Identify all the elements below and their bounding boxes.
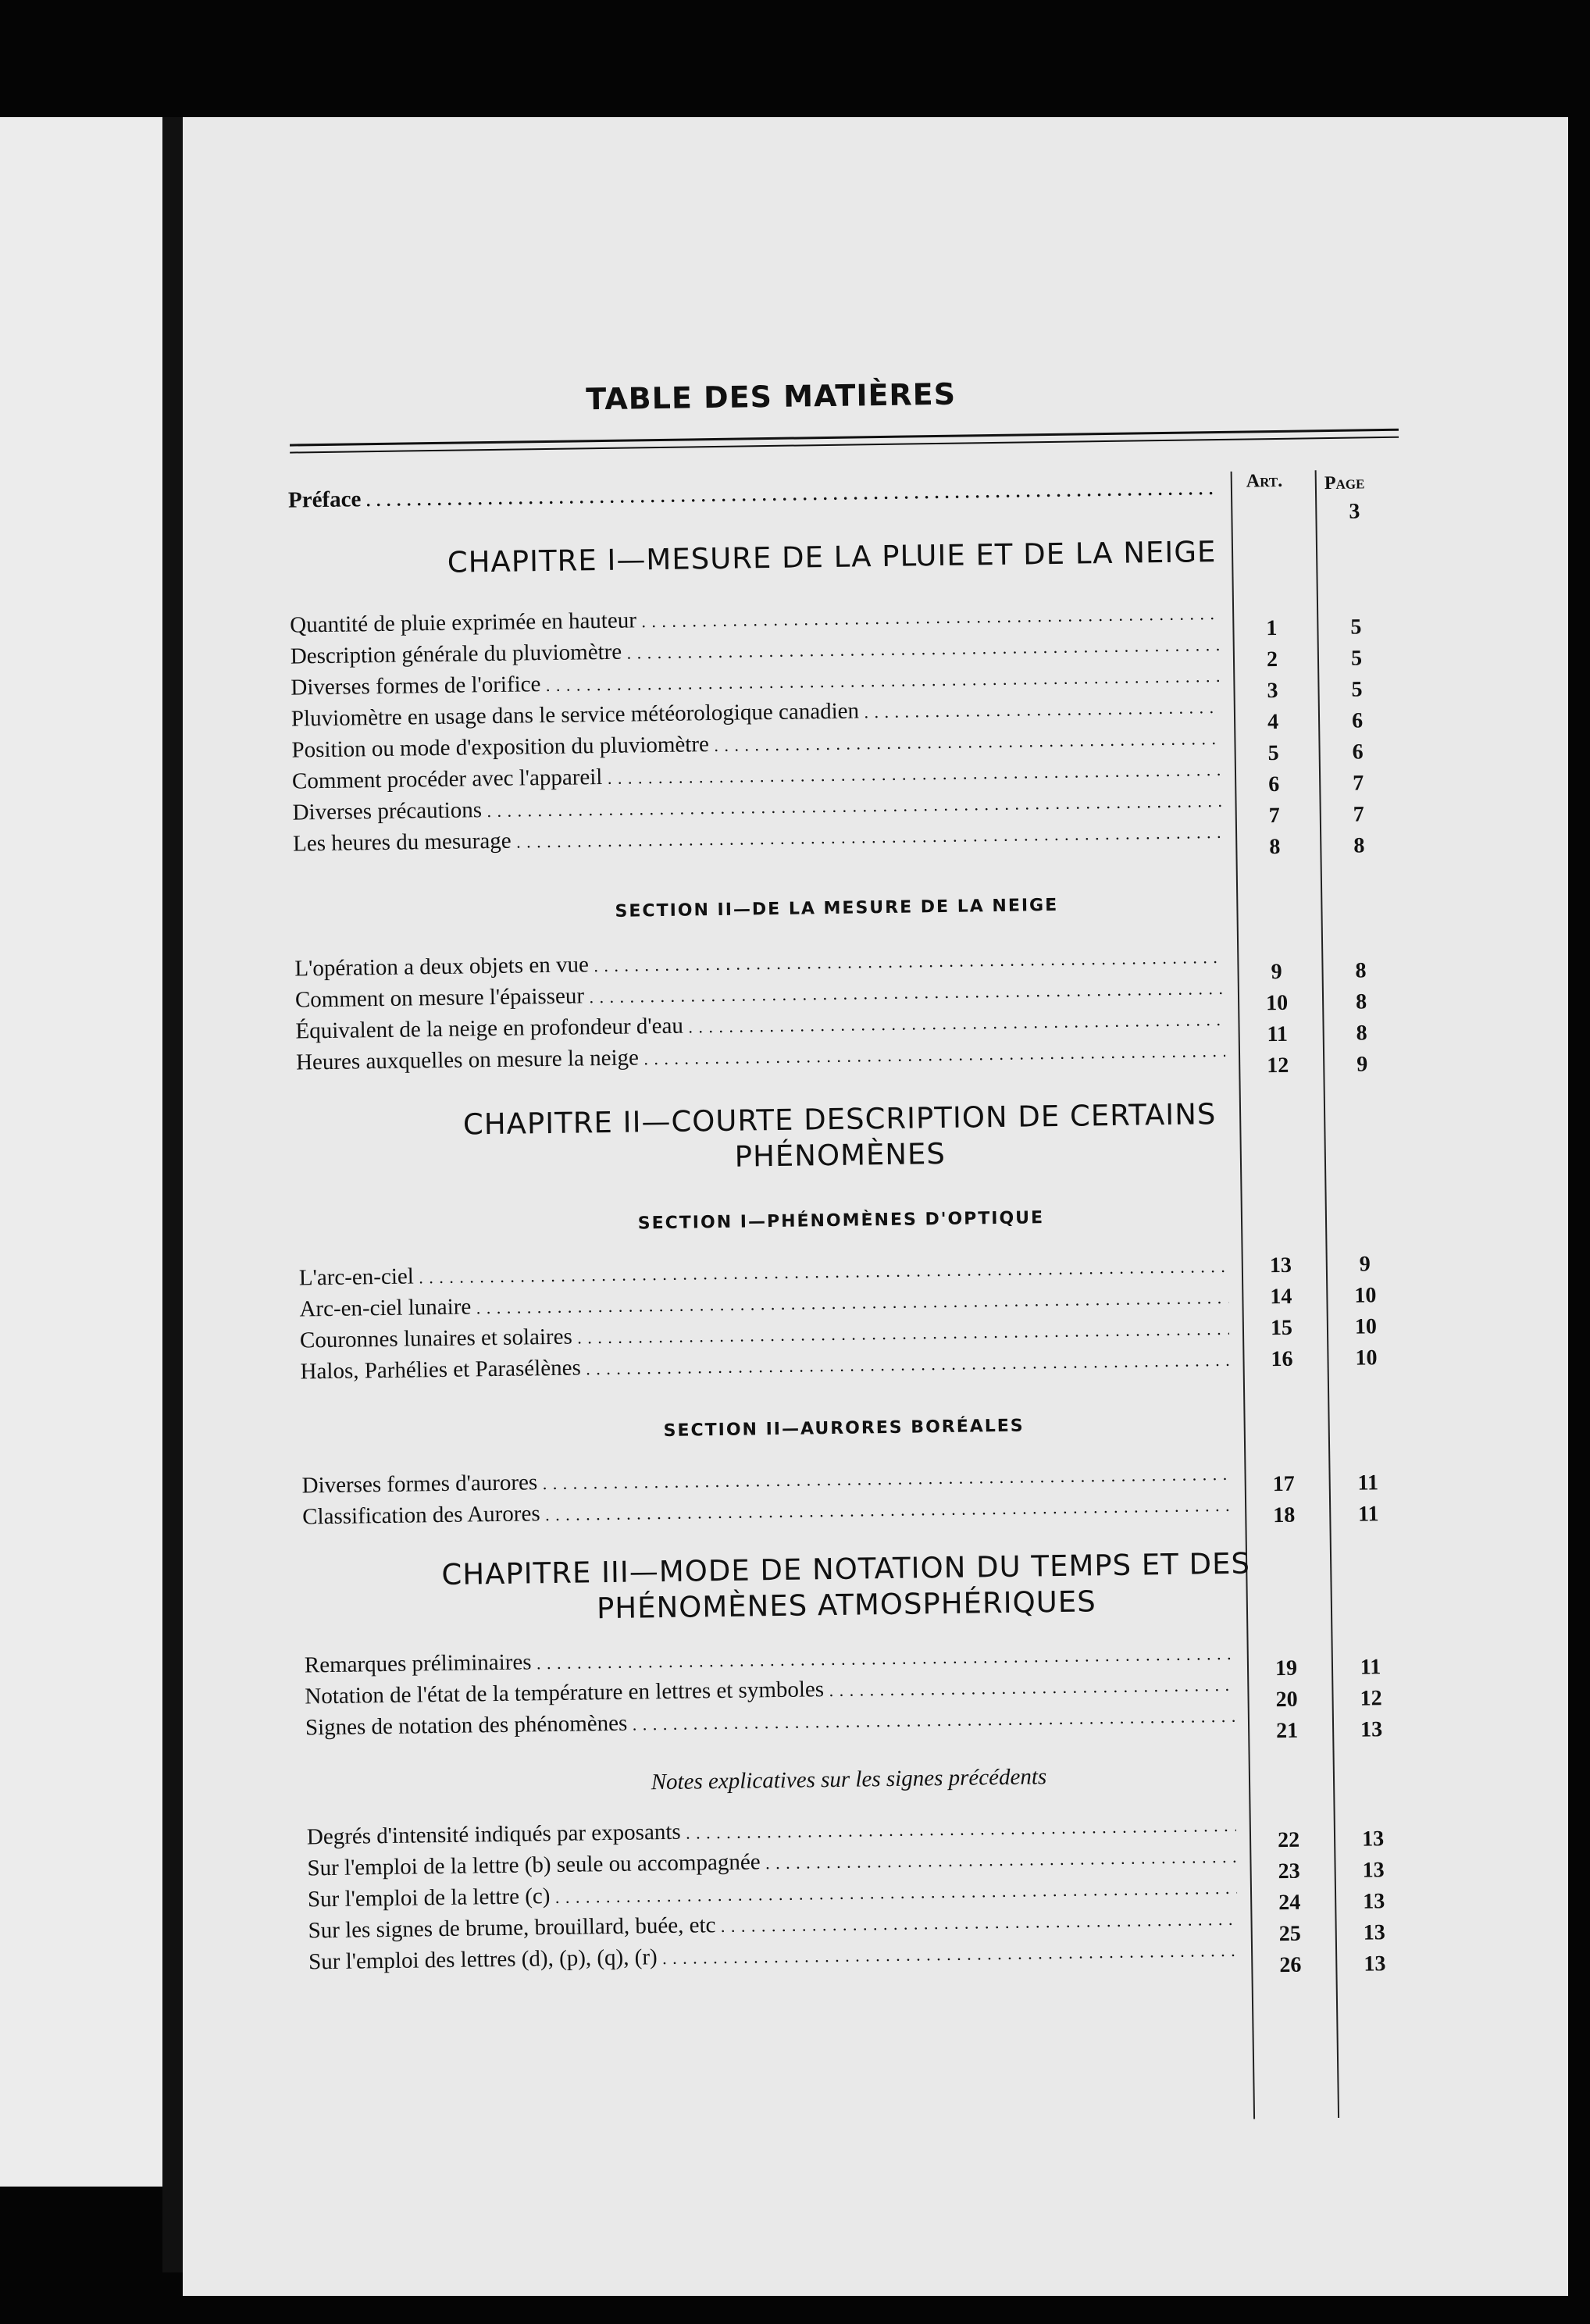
entry-art: 12 (1267, 1053, 1289, 1078)
entry-art: 18 (1273, 1502, 1296, 1528)
entry-art: 15 (1270, 1315, 1293, 1341)
chapter-3-title-line2: PHÉNOMÈNES ATMOSPHÉRIQUES (596, 1584, 1096, 1626)
entry-art: 25 (1278, 1921, 1301, 1947)
entry-page: 8 (1355, 958, 1367, 983)
entry-art: 26 (1279, 1952, 1302, 1978)
entry-page: 13 (1361, 1827, 1385, 1852)
entry-art: 11 (1267, 1021, 1289, 1047)
chapter-2-title (301, 1094, 1379, 1181)
entry-label: Équivalent de la neige en profondeur d'eau . . . (295, 1003, 1225, 1049)
entry-art: 17 (1272, 1471, 1295, 1497)
entry-label: Description générale du pluviomètre . . . (291, 628, 1220, 674)
chapter-2-title-line2: PHÉNOMÈNES (734, 1136, 947, 1174)
art-column-header: Art. (1246, 470, 1283, 492)
entry-label: Degrés d'intensité indiqués par exposants . . . (307, 1809, 1236, 1855)
title-rule-bottom (290, 437, 1399, 454)
entry-label: Comment on mesure l'épaisseur . . . (295, 971, 1225, 1018)
entry-art: 22 (1277, 1827, 1300, 1853)
entry-label: Heures auxquelles on mesure la neige . . . (296, 1034, 1225, 1080)
entry-page: 8 (1353, 833, 1365, 858)
entry-page: 11 (1357, 1502, 1379, 1527)
entry-page: 13 (1360, 1717, 1383, 1742)
entry-label: Sur l'emploi de la lettre (c) . . . (308, 1871, 1237, 1917)
entry-label: L'arc-en-ciel . . . (299, 1249, 1228, 1296)
entry-page: 9 (1359, 1252, 1371, 1277)
page-title: TABLE DES MATIÈRES (586, 376, 957, 417)
section-neige-title: SECTION II—DE LA MESURE DE LA NEIGE (615, 895, 1059, 921)
entry-art: 5 (1267, 740, 1279, 766)
toc-entry-preface[interactable] (287, 469, 1413, 524)
chapter-2-title-line1: CHAPITRE II—COURTE DESCRIPTION DE CERTAINS (462, 1097, 1217, 1142)
entry-label: Diverses précautions . . . (292, 784, 1221, 830)
entry-label: Quantité de pluie exprimée en hauteur . . . (290, 597, 1219, 643)
entry-label: Couronnes lunaires et solaires . . . (300, 1312, 1229, 1358)
entry-page: 10 (1355, 1346, 1378, 1371)
entry-art: 9 (1271, 959, 1282, 985)
entry-label: Comment procéder avec l'appareil . . . (292, 753, 1221, 799)
entry-label: Sur les signes de brume, brouillard, buée, etc . . . (308, 1902, 1237, 1948)
chapter-3-title (307, 1544, 1385, 1631)
entry-art: 6 (1268, 772, 1280, 797)
entry-art: 14 (1270, 1284, 1292, 1310)
entry-page: 9 (1356, 1052, 1368, 1077)
entry-page: 7 (1352, 771, 1364, 796)
entry-label: Les heures du mesurage . . . (293, 815, 1222, 861)
entry-art: 16 (1271, 1346, 1293, 1372)
entry-art: 10 (1265, 990, 1289, 1016)
entry-label: Pluviomètre en usage dans le service météorologique canadien . . . (291, 690, 1221, 736)
entry-art: 4 (1267, 709, 1279, 735)
entry-page: 13 (1364, 1952, 1386, 1976)
entry-art: 8 (1269, 834, 1281, 860)
entry-label: Remarques préliminaires . . . (305, 1637, 1234, 1683)
entry-page: 13 (1362, 1858, 1385, 1883)
entry-label: Préface . . . (288, 472, 1217, 518)
entry-page: 6 (1352, 740, 1364, 765)
entry-label: Arc-en-ciel lunaire . . . (299, 1281, 1228, 1327)
entry-page: 5 (1350, 646, 1363, 671)
page-column-header: Page (1324, 472, 1365, 494)
table-of-contents (169, 108, 1585, 2305)
entry-page: 11 (1360, 1655, 1381, 1680)
entry-page: 13 (1363, 1920, 1385, 1945)
section-aurores-title: SECTION II—AURORES BORÉALES (663, 1416, 1025, 1442)
entry-page: 6 (1351, 708, 1364, 733)
entry-page: 7 (1353, 802, 1364, 827)
entry-art: 19 (1274, 1656, 1298, 1681)
entry-label: Classification des Aurores . . . (302, 1488, 1232, 1534)
entry-art: 24 (1278, 1890, 1301, 1916)
entry-label: Notation de l'état de la température en lettres et symboles . . . (305, 1668, 1234, 1714)
entry-label: Halos, Parhélies et Parasélènes . . . (300, 1343, 1229, 1389)
entry-art: 1 (1266, 615, 1278, 641)
chapter-3-title-line1: CHAPITRE III—MODE DE NOTATION DU TEMPS ET DES (441, 1546, 1251, 1592)
entry-art: 21 (1275, 1718, 1299, 1744)
entry-page: 3 (1349, 499, 1360, 524)
entry-art: 2 (1266, 647, 1278, 672)
section-optique-title: SECTION I—PHÉNOMÈNES D'OPTIQUE (637, 1208, 1045, 1234)
entry-page: 8 (1356, 1021, 1367, 1046)
entry-page: 8 (1355, 989, 1367, 1014)
left-page-edge (0, 117, 162, 2187)
entry-art: 3 (1267, 678, 1278, 704)
entry-label: Sur l'emploi de la lettre (b) seule ou accompagnée . . . (307, 1840, 1236, 1886)
entry-label: Signes de notation des phénomènes . . . (305, 1699, 1235, 1745)
entry-page: 5 (1351, 677, 1363, 702)
entry-label: Sur l'emploi des lettres (d), (p), (q), (r) . . . (308, 1934, 1238, 1980)
notes-heading: Notes explicatives sur les signes précédents (651, 1764, 1047, 1795)
entry-art: 23 (1278, 1859, 1300, 1884)
entry-label: Position ou mode d'exposition du pluviomètre . . . (291, 722, 1221, 768)
entry-label: L'opération a deux objets en vue . . . (294, 940, 1224, 986)
entry-art: 13 (1269, 1253, 1292, 1278)
entry-page: 13 (1362, 1889, 1385, 1914)
entry-page: 10 (1354, 1314, 1378, 1339)
document-page (183, 117, 1568, 2296)
entry-label: Diverses formes d'aurores . . . (301, 1457, 1231, 1503)
entry-page: 5 (1350, 615, 1362, 640)
entry-label: Diverses formes de l'orifice . . . (291, 659, 1220, 705)
entry-art: 20 (1275, 1687, 1298, 1713)
entry-page: 12 (1360, 1686, 1382, 1711)
entry-page: 11 (1357, 1470, 1379, 1495)
entry-page: 10 (1354, 1283, 1377, 1308)
entry-art: 7 (1268, 803, 1280, 829)
chapter-1-title: CHAPITRE I—MESURE DE LA PLUIE ET DE LA NEIGE (447, 535, 1217, 579)
